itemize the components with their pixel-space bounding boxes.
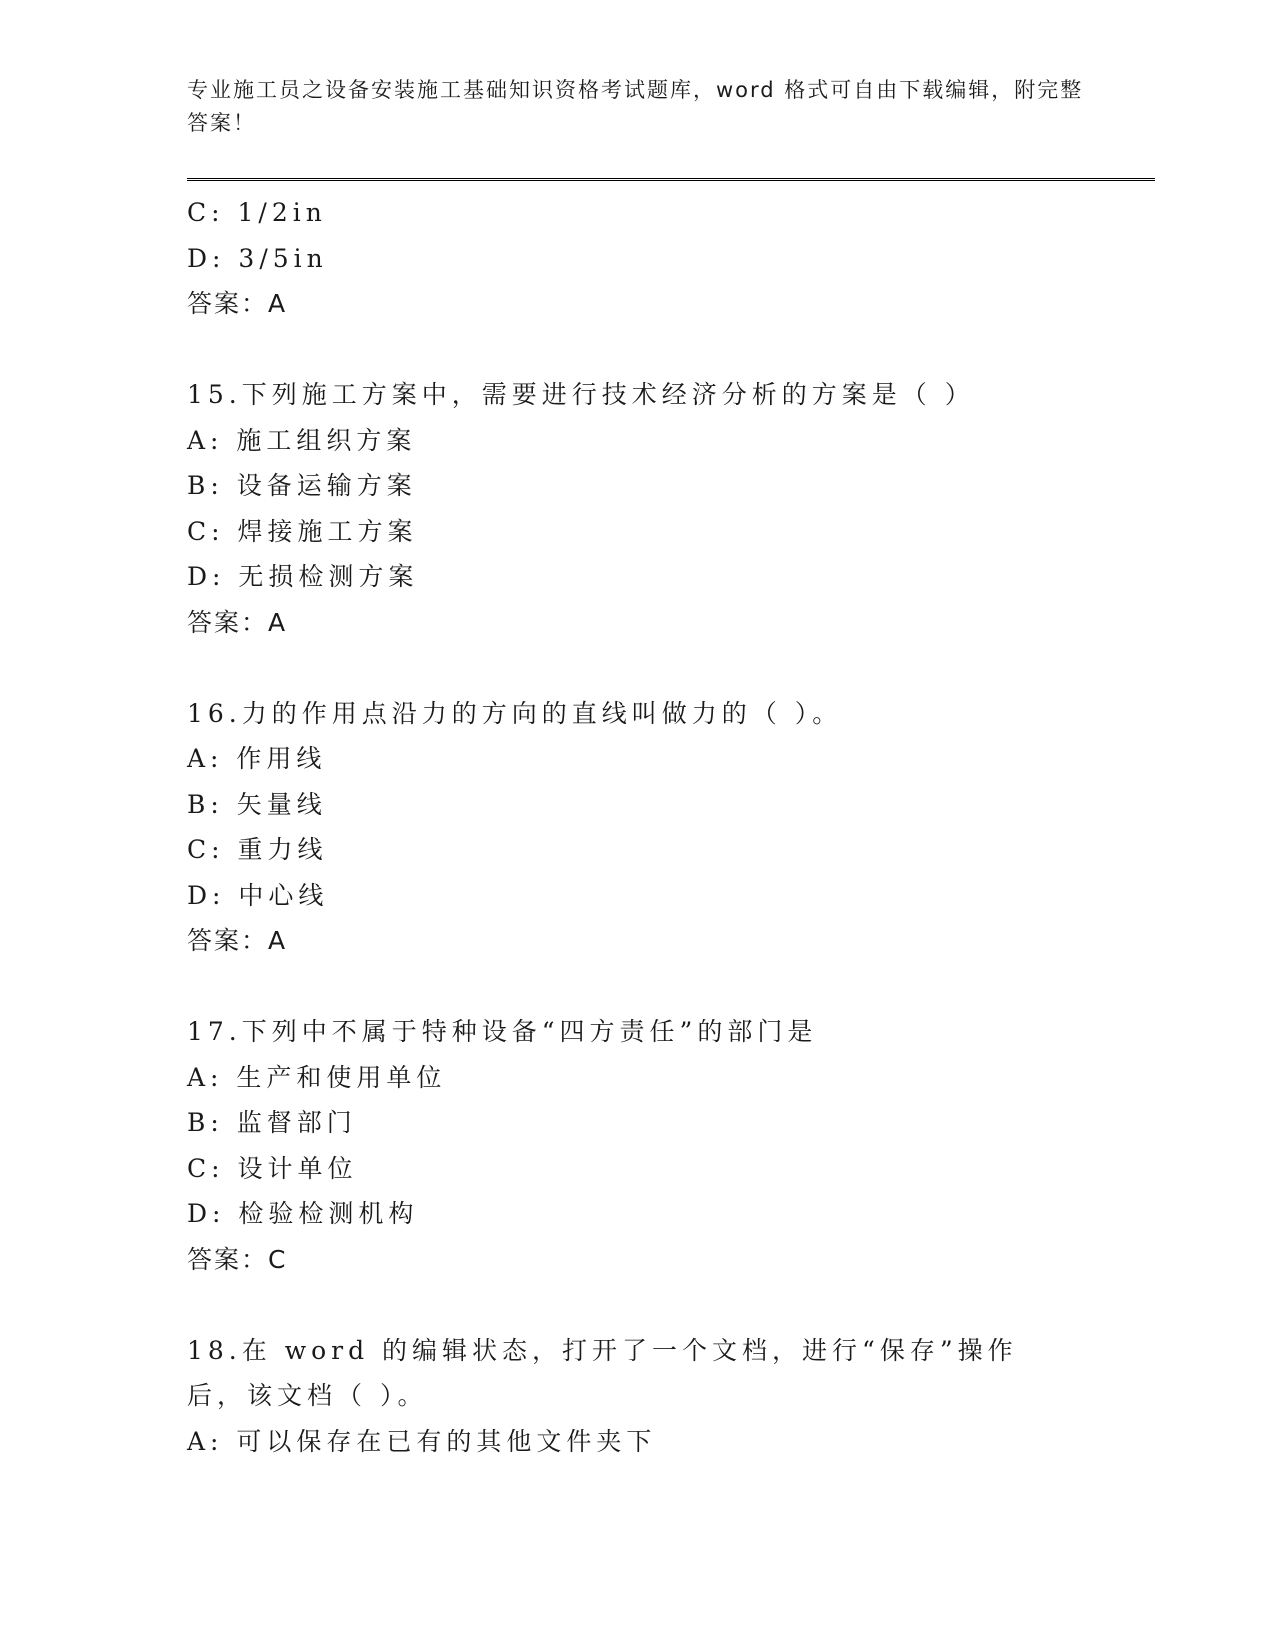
option-c: C: 设计单位 <box>187 1153 358 1183</box>
answer-line: 答案：C <box>187 1244 288 1274</box>
question-list <box>187 190 1087 1464</box>
question-text: 15.下列施工方案中，需要进行技术经济分析的方案是（ ） <box>187 380 975 409</box>
option-b: B: 设备运输方案 <box>187 471 417 500</box>
option-c: C: 1/2in <box>187 198 327 227</box>
question-15 <box>187 372 1087 645</box>
spacer <box>187 327 1087 373</box>
document-header: 专业施工员之设备安装施工基础知识资格考试题库，word 格式可自由下载编辑，附完整答案！ <box>187 78 1084 135</box>
option-a: A: 可以保存在已有的其他文件夹下 <box>187 1426 657 1456</box>
question-16 <box>187 691 1087 964</box>
option-d: D: 无损检测方案 <box>187 562 419 591</box>
answer-line: 答案：A <box>187 926 288 955</box>
question-text: 18.在 word 的编辑状态，打开了一个文档，进行“保存”操作后，该文档（ ）。 <box>187 1335 1018 1410</box>
spacer <box>187 645 1087 691</box>
option-c: C: 重力线 <box>187 835 328 864</box>
header-divider <box>187 178 1155 181</box>
question-17 <box>187 1009 1087 1282</box>
option-c: C: 焊接施工方案 <box>187 516 418 546</box>
question-text: 16.力的作用点沿力的方向的直线叫做力的（ ）。 <box>187 698 843 728</box>
answer-line: 答案：A <box>187 607 288 637</box>
option-d: D: 3/5in <box>187 243 328 273</box>
option-a: A: 生产和使用单位 <box>187 1062 447 1092</box>
spacer <box>187 1282 1087 1328</box>
option-b: B: 监督部门 <box>187 1108 357 1137</box>
question-18 <box>187 1328 1087 1465</box>
previous-question-tail <box>187 190 1087 327</box>
option-d: D: 中心线 <box>187 880 329 910</box>
question-text: 17.下列中不属于特种设备“四方责任”的部门是 <box>187 1017 818 1046</box>
answer-line: 答案：A <box>187 289 288 318</box>
spacer <box>187 964 1087 1010</box>
option-a: A: 作用线 <box>187 744 327 773</box>
option-b: B: 矢量线 <box>187 789 327 819</box>
option-d: D: 检验检测机构 <box>187 1199 419 1228</box>
option-a: A: 施工组织方案 <box>187 425 417 455</box>
